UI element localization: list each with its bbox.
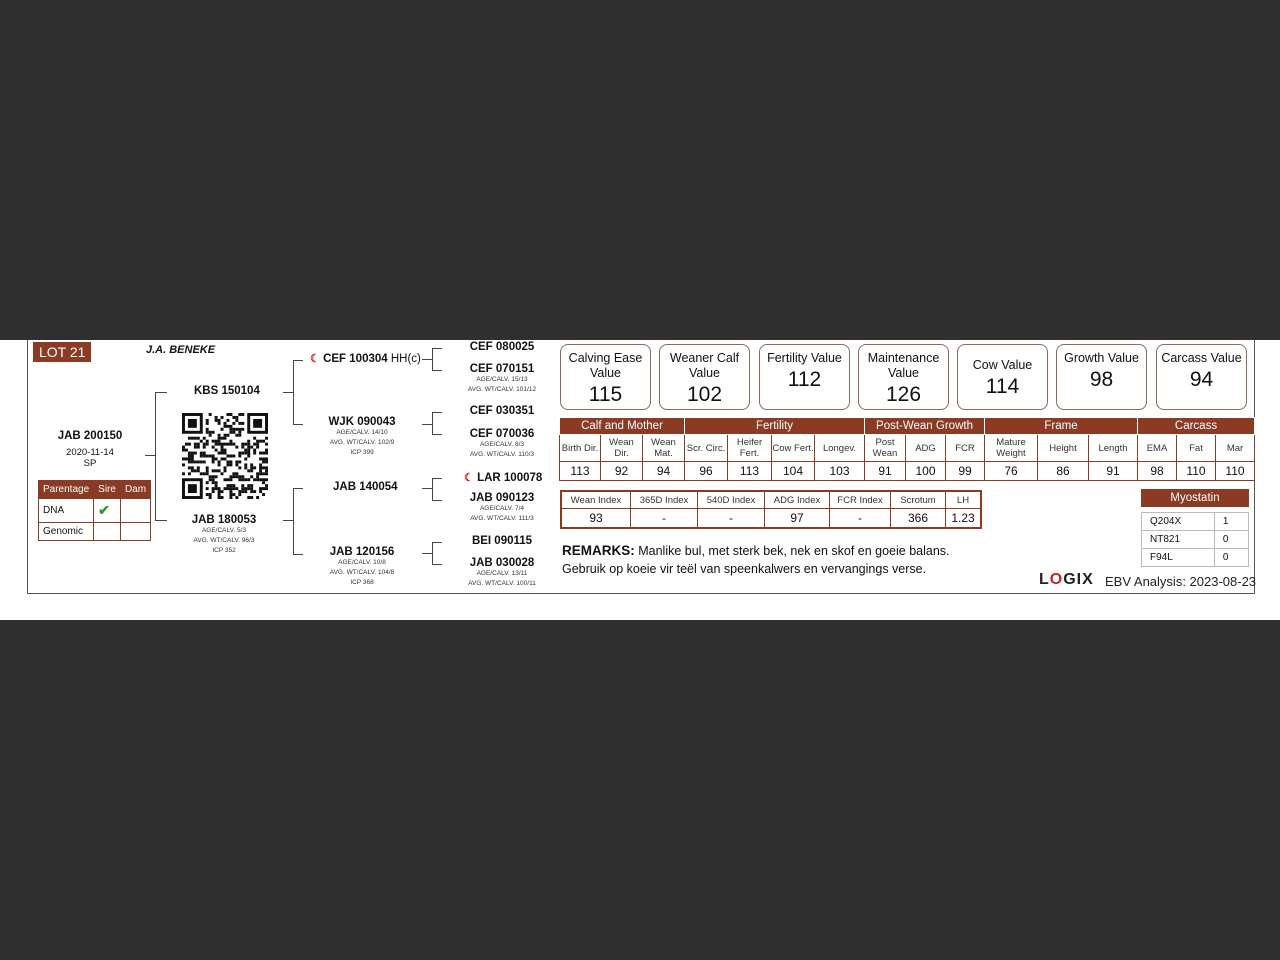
sdd-age-calv: AGE/CALV. 8/3	[479, 441, 525, 448]
ebv-value: 98	[1138, 462, 1177, 481]
ebv-header: Wean Mat.	[643, 435, 685, 462]
myostatin-value: 0	[1214, 549, 1248, 567]
index-header: FCR Index	[830, 491, 891, 509]
myostatin-key: Q204X	[1142, 513, 1215, 531]
dna-label: DNA	[39, 499, 94, 523]
value-label: Fertility Value	[767, 351, 842, 365]
animal-id: JAB 200150	[57, 430, 123, 442]
dam-icp: ICP 352	[212, 547, 236, 554]
ebv-value: 100	[906, 462, 946, 481]
group-fertility: Fertility	[685, 418, 865, 435]
animal-code: SP	[83, 458, 97, 469]
value-label: Calving Ease Value	[568, 351, 643, 380]
index-header: Wean Index	[561, 491, 631, 509]
sdd-id: CEF 070036	[469, 428, 535, 440]
dss-id: LAR 100078	[477, 472, 543, 484]
dd-icp: ICP 368	[350, 579, 374, 586]
ddd-info	[462, 557, 542, 589]
value-box-carcass	[1156, 344, 1247, 410]
dds-id: BEI 090115	[471, 535, 533, 547]
ebv-header: Mar	[1216, 435, 1255, 462]
index-header: ADG Index	[765, 491, 830, 509]
logix-logo	[1039, 571, 1094, 589]
animal-info	[48, 430, 132, 469]
value-number: 112	[787, 368, 822, 391]
value-label: Cow Value	[972, 358, 1033, 372]
ddd-avg-wt: AVG. WT/CALV. 100/11	[468, 580, 536, 587]
value-number: 98	[1089, 368, 1114, 391]
dd-avg-wt: AVG. WT/CALV. 104/8	[329, 569, 395, 576]
sd-age-calv: AGE/CALV. 14/10	[336, 429, 388, 436]
value-box-calving-ease	[560, 344, 651, 410]
ebv-value: 113	[728, 462, 772, 481]
ebv-value: 96	[685, 462, 728, 481]
ebv-header: Length	[1089, 435, 1138, 462]
ss-id: CEF 100304	[323, 353, 388, 365]
group-carcass: Carcass	[1138, 418, 1255, 435]
ebv-header: Fat	[1177, 435, 1216, 462]
dam-info	[184, 514, 264, 556]
ss-suffix: HH(c)	[390, 353, 421, 365]
logo-part: L	[1039, 571, 1050, 588]
value-box-growth	[1056, 344, 1147, 410]
bull-marker-icon: ☾	[464, 472, 474, 484]
value-number: 114	[985, 375, 1020, 398]
animal-dob: 2020-11-14	[66, 447, 114, 458]
ssd-avg-wt: AVG. WT/CALV. 101/12	[467, 386, 537, 393]
ebv-table	[559, 417, 1255, 481]
value-label: Weaner Calf Value	[669, 351, 740, 380]
index-header: LH	[946, 491, 982, 509]
myostatin-key: NT821	[1142, 531, 1215, 549]
index-table	[560, 490, 982, 529]
genomic-label: Genomic	[39, 523, 94, 541]
sds-id: CEF 030351	[469, 405, 535, 417]
index-value: -	[631, 509, 698, 529]
myostatin-title: Myostatin	[1141, 489, 1249, 507]
sd-avg-wt: AVG. WT/CALV. 102/9	[329, 439, 395, 446]
ebv-value: 91	[1089, 462, 1138, 481]
ebv-value: 99	[946, 462, 985, 481]
value-box-cow	[957, 344, 1048, 410]
value-label: Carcass Value	[1161, 351, 1242, 365]
qr-code[interactable]	[182, 413, 268, 499]
myostatin-table	[1141, 512, 1249, 567]
value-box-weaner-calf	[659, 344, 750, 410]
dd-info	[322, 546, 402, 588]
ebv-value: 94	[643, 462, 685, 481]
dna-sire-check-icon: ✔	[94, 499, 121, 523]
ebv-header: EMA	[1138, 435, 1177, 462]
value-box-fertility	[759, 344, 850, 410]
group-frame: Frame	[985, 418, 1138, 435]
value-number: 126	[885, 383, 922, 406]
index-value: 1.23	[946, 509, 982, 529]
ds-id: JAB 140054	[333, 481, 398, 493]
dam-id: JAB 180053	[191, 514, 257, 526]
myostatin-key: F94L	[1142, 549, 1215, 567]
dss-info	[464, 471, 542, 484]
remarks-label: REMARKS:	[562, 543, 635, 558]
value-number: 94	[1189, 368, 1214, 391]
ebv-header: FCR	[946, 435, 985, 462]
ebv-value: 86	[1038, 462, 1089, 481]
ebv-analysis-date: EBV Analysis: 2023-08-23	[1105, 574, 1257, 589]
index-header: 365D Index	[631, 491, 698, 509]
value-number: 115	[588, 383, 623, 406]
parentage-header: Parentage	[39, 481, 94, 499]
value-label: Maintenance Value	[867, 351, 940, 380]
sdd-avg-wt: AVG. WT/CALV. 110/3	[469, 451, 535, 458]
dd-id: JAB 120156	[329, 546, 395, 558]
ebv-value: 104	[772, 462, 815, 481]
ebv-value: 92	[601, 462, 643, 481]
ebv-value: 103	[815, 462, 865, 481]
bull-marker-icon: ☾	[310, 353, 320, 365]
group-post-wean-growth: Post-Wean Growth	[865, 418, 985, 435]
breeder-name: J.A. BENEKE	[146, 344, 216, 356]
ebv-header: Heifer Fert.	[728, 435, 772, 462]
sd-icp: ICP 399	[350, 449, 374, 456]
ssd-id: CEF 070151	[469, 363, 535, 375]
remarks	[562, 542, 952, 578]
ebv-header: Birth Dir.	[560, 435, 601, 462]
logo-part: GIX	[1063, 571, 1094, 588]
sd-info	[322, 416, 402, 458]
ebv-header: Height	[1038, 435, 1089, 462]
dsd-age-calv: AGE/CALV. 7/4	[479, 505, 525, 512]
ddd-id: JAB 030028	[469, 557, 535, 569]
value-box-maintenance	[858, 344, 949, 410]
parentage-table	[38, 480, 151, 541]
ebv-header: Post Wean	[865, 435, 906, 462]
index-value: 366	[891, 509, 946, 529]
myostatin-value: 0	[1214, 531, 1248, 549]
ebv-value: 110	[1177, 462, 1216, 481]
ddd-age-calv: AGE/CALV. 13/11	[476, 570, 528, 577]
genomic-dam	[120, 523, 150, 541]
dam-header: Dam	[120, 481, 150, 499]
dsd-info	[462, 492, 542, 524]
index-value: -	[830, 509, 891, 529]
lot-number: LOT 21	[33, 342, 91, 362]
ebv-value: 113	[560, 462, 601, 481]
ebv-value: 110	[1216, 462, 1255, 481]
sss-id: CEF 080025	[469, 341, 535, 353]
index-value: -	[698, 509, 765, 529]
ebv-header: Wean Dir.	[601, 435, 643, 462]
sire-id: KBS 150104	[194, 385, 260, 397]
sdd-info	[462, 428, 542, 460]
ebv-header: Scr. Circ.	[685, 435, 728, 462]
ebv-header: Longev.	[815, 435, 865, 462]
dd-age-calv: AGE/CALV. 10/8	[338, 559, 386, 566]
ebv-header: Mature Weight	[985, 435, 1038, 462]
dsd-avg-wt: AVG. WT/CALV. 111/3	[470, 515, 534, 522]
dna-dam	[120, 499, 150, 523]
myostatin-value: 1	[1214, 513, 1248, 531]
ebv-value: 91	[865, 462, 906, 481]
index-header: 540D Index	[698, 491, 765, 509]
ss-info	[310, 352, 421, 365]
index-header: Scrotum	[891, 491, 946, 509]
ebv-header: Cow Fert.	[772, 435, 815, 462]
remarks-text: Manlike bul, met sterk bek, nek en skof en goeie balans. Gebruik op koeie vir teël van speenkalwers en vervangings verse.	[562, 544, 950, 576]
value-label: Growth Value	[1064, 351, 1139, 365]
index-value: 93	[561, 509, 631, 529]
catalogue-page	[0, 340, 1280, 620]
ebv-value: 76	[985, 462, 1038, 481]
dam-avg-wt: AVG. WT/CALV. 96/3	[193, 537, 255, 544]
ebv-header: ADG	[906, 435, 946, 462]
dam-age-calv: AGE/CALV. 5/3	[201, 527, 247, 534]
ssd-age-calv: AGE/CALV. 15/13	[476, 376, 528, 383]
logo-part: O	[1049, 571, 1064, 588]
sire-header: Sire	[94, 481, 121, 499]
group-calf-mother: Calf and Mother	[560, 418, 685, 435]
value-number: 102	[686, 383, 723, 406]
ssd-info	[462, 363, 542, 395]
sd-id: WJK 090043	[328, 416, 396, 428]
genomic-sire	[94, 523, 121, 541]
index-value: 97	[765, 509, 830, 529]
dsd-id: JAB 090123	[469, 492, 535, 504]
